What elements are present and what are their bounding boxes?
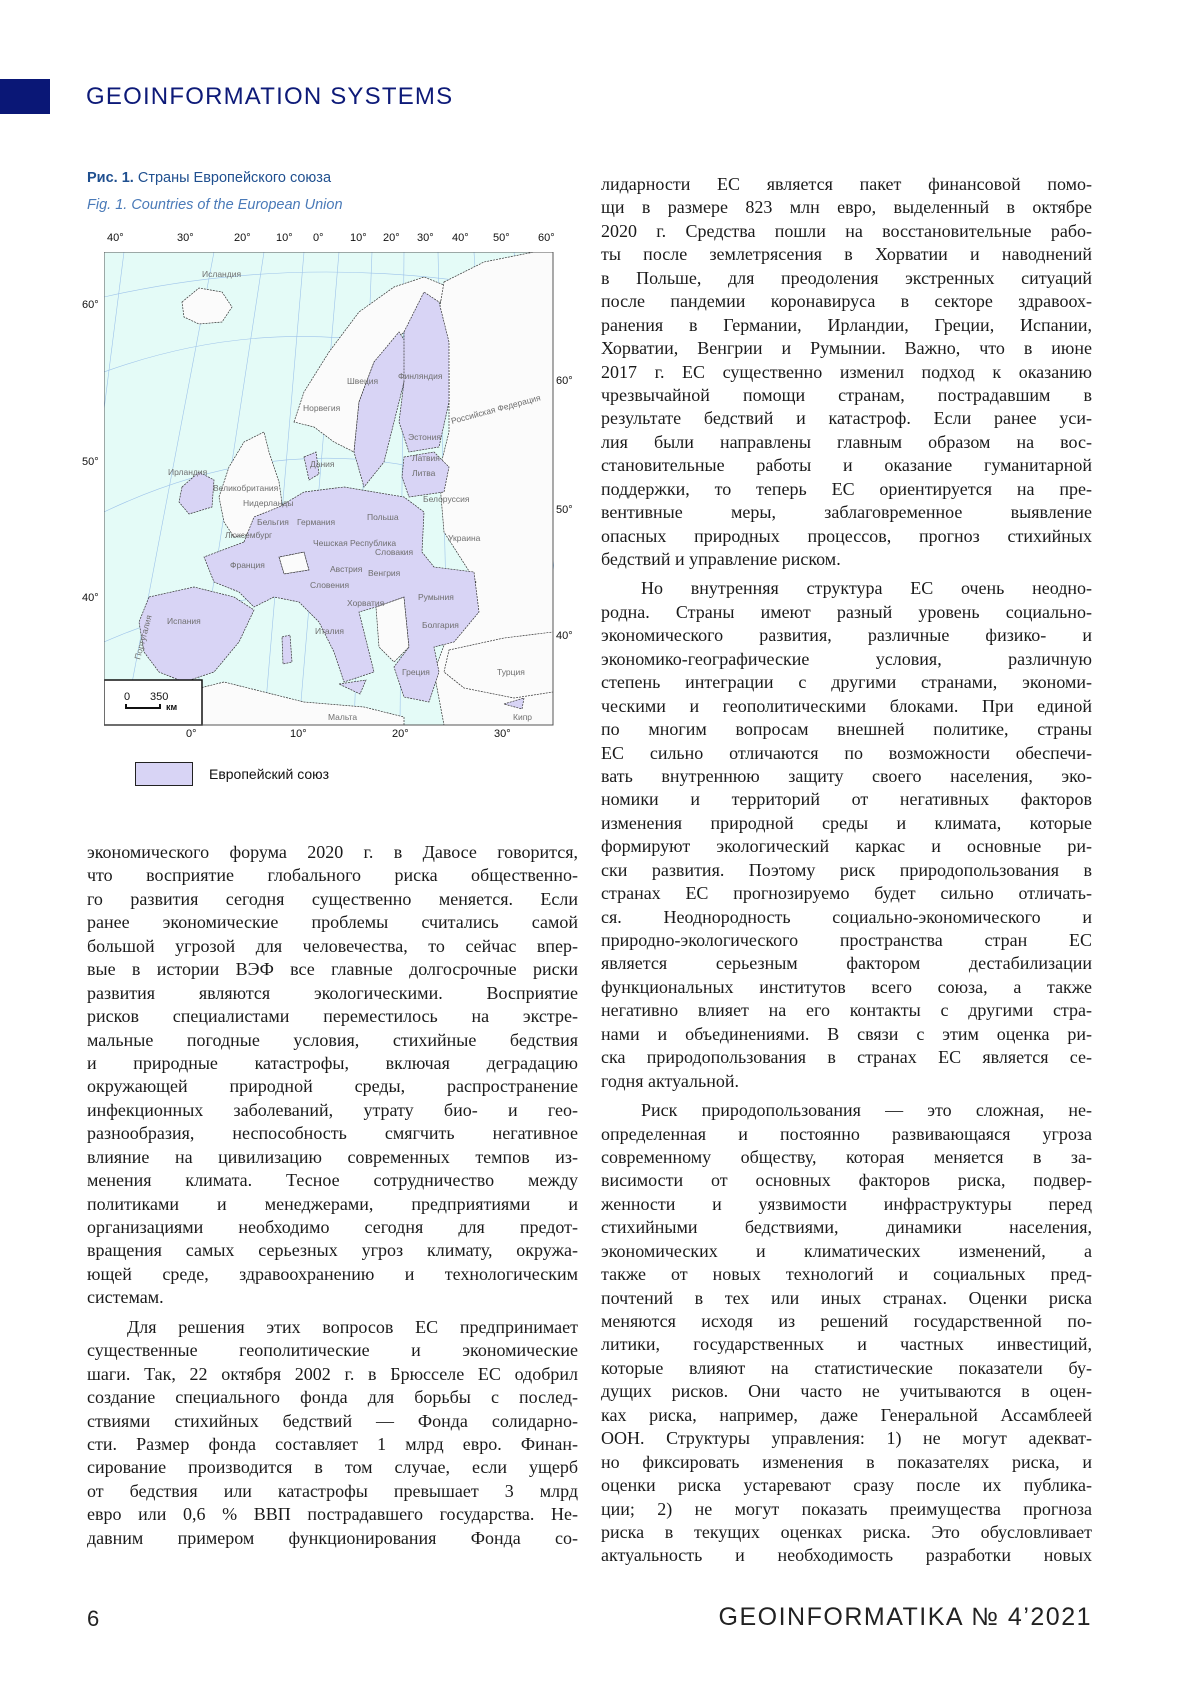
text-line: лидарности ЕС является пакет финансовой помо- bbox=[601, 174, 1092, 194]
text-line: изменения природной среды и климата, которые bbox=[601, 812, 1092, 833]
country-label: Бельгия bbox=[257, 517, 289, 527]
text-line: является серьезным фактором дестабилизации bbox=[601, 953, 1092, 974]
top-degree: 50° bbox=[493, 232, 510, 244]
country-label: Дания bbox=[310, 459, 335, 469]
text-line: поддержки, то теперь ЕС ориентируется на пре- bbox=[601, 478, 1092, 499]
country-label: Турция bbox=[497, 667, 525, 677]
text-line: ческими и геополитическими блоками. При единой bbox=[601, 695, 1092, 716]
text-line: го развития сегодня существенно меняется. Если bbox=[87, 888, 578, 909]
text-line: номики и территорий от негативных факторов bbox=[601, 789, 1092, 810]
top-degree: 30° bbox=[417, 232, 434, 244]
text-line: ции; 2) не могут показать преимущества прогноза bbox=[601, 1498, 1092, 1519]
country-label: Словения bbox=[310, 580, 350, 590]
text-line: влияние на цивилизацию современных темпов из- bbox=[87, 1146, 578, 1167]
right-degree: 40° bbox=[556, 630, 573, 642]
text-line: евро или 0,6 % ВВП пострадавшего государства. Не- bbox=[87, 1504, 578, 1525]
country-label: Исландия bbox=[202, 269, 242, 279]
text-line: меняются исходя из решений государственной по- bbox=[601, 1311, 1092, 1331]
text-line: создание специального фонда для борьбы с послед- bbox=[87, 1387, 578, 1408]
text-line: политиками и менеджерами, предприятиями и bbox=[87, 1193, 578, 1214]
country-label: Российская Федерация bbox=[449, 392, 542, 426]
text-line: ты после землетрясения в Хорватии и наводнений bbox=[601, 244, 1092, 265]
text-line: вращения самых серьезных угроз климату, окружа- bbox=[87, 1240, 578, 1261]
page-number: 6 bbox=[87, 1606, 100, 1631]
text-line: женности и уязвимости инфраструктуры перед bbox=[601, 1193, 1092, 1214]
top-degree: 10° bbox=[276, 232, 293, 244]
country-label: Люксембург bbox=[225, 530, 273, 540]
paragraph bbox=[87, 841, 578, 1310]
text-line: ствиями стихийных бедствий — Фонда солидарно- bbox=[87, 1410, 578, 1431]
text-line: степень интеграции с другими странами, экономи- bbox=[601, 672, 1092, 693]
text-line: определенная и постоянно развивающаяся угроза bbox=[601, 1123, 1092, 1144]
text-line: от бедствия или катастрофы превышает 3 млрд bbox=[87, 1480, 578, 1501]
text-line: системам. bbox=[87, 1287, 164, 1308]
text-line: разнообразия, неспособность смягчить негативное bbox=[87, 1123, 578, 1144]
text-line: ООН. Структуры управления: 1) не могут адекват- bbox=[601, 1428, 1092, 1449]
figure-caption-en: Fig. 1. Countries of the European Union bbox=[87, 197, 343, 213]
country-label: Чешская Республика bbox=[313, 538, 397, 548]
text-line: лия были направлены главным образом на вос- bbox=[601, 431, 1092, 452]
text-line: ранее экономические проблемы считались самой bbox=[87, 912, 578, 933]
text-line: годня актуальной. bbox=[601, 1070, 739, 1091]
paragraph bbox=[601, 173, 1092, 571]
figure-label: Рис. 1. bbox=[87, 170, 134, 186]
text-line: окружающей природной среды, распространение bbox=[87, 1076, 578, 1097]
paragraph bbox=[601, 577, 1092, 1093]
country-label: Румыния bbox=[418, 592, 454, 602]
text-line: сти. Размер фонда составляет 1 млрд евро. Финан- bbox=[87, 1433, 578, 1454]
header-accent-block bbox=[0, 79, 50, 114]
text-line: 2020 г. Средства пошли на восстановительные рабо- bbox=[601, 220, 1092, 241]
text-line: Для решения этих вопросов ЕС предпринимает bbox=[127, 1316, 578, 1337]
text-line: литики, государственных и частных инвестиций, bbox=[601, 1334, 1092, 1355]
country-label: Ирландия bbox=[168, 467, 208, 477]
text-line: ски развития. Поэтому риск природопользования в bbox=[601, 859, 1092, 880]
right-degree: 60° bbox=[556, 375, 573, 387]
text-line: дущих рисков. Они часто не учитываются в оцен- bbox=[601, 1381, 1092, 1402]
text-line: но фиксировать изменения в показателях риска, и bbox=[601, 1451, 1092, 1472]
left-degree: 60° bbox=[82, 299, 99, 311]
country-label: Мальта bbox=[328, 712, 358, 722]
paragraph bbox=[601, 1099, 1092, 1568]
text-line: экономического развития, различные физико- и bbox=[601, 625, 1092, 646]
eu-map-figure bbox=[80, 230, 580, 750]
text-line: результате бедствий и катастроф. Если ранее уси- bbox=[601, 408, 1092, 429]
journal-issue: GEOINFORMATIKA № 4’2021 bbox=[718, 1603, 1092, 1631]
text-line: риска в текущих оценках риска. Это обусловливает bbox=[601, 1521, 1092, 1542]
country-label: Норвегия bbox=[303, 403, 341, 413]
country-label: Германия bbox=[297, 517, 336, 527]
country-label: Италия bbox=[315, 626, 344, 636]
text-line: существенные геополитические и экономические bbox=[87, 1340, 578, 1361]
legend-swatch-eu bbox=[135, 762, 193, 786]
text-line: вать внутреннюю защиту своего населения, эко- bbox=[601, 765, 1092, 786]
bottom-degree: 30° bbox=[494, 728, 511, 740]
text-line: менения климата. Тесное сотрудничество между bbox=[87, 1170, 578, 1191]
bottom-degree: 10° bbox=[290, 728, 307, 740]
figure-caption-text: Страны Европейского союза bbox=[137, 170, 332, 186]
text-line: сирование производится в том случае, если ущерб bbox=[87, 1457, 578, 1478]
bottom-degree: 20° bbox=[392, 728, 409, 740]
text-line: висимости от основных факторов риска, подвер- bbox=[601, 1170, 1092, 1191]
top-degree: 40° bbox=[107, 232, 124, 244]
text-line: также от новых технологий и социальных пред- bbox=[601, 1264, 1092, 1285]
country-label: Франция bbox=[230, 560, 265, 570]
text-line: экономико-географические условия, различную bbox=[601, 648, 1092, 669]
top-degree: 20° bbox=[234, 232, 251, 244]
text-line: рисков специалистами переместилось на экстре- bbox=[87, 1006, 578, 1027]
top-degree: 20° bbox=[383, 232, 400, 244]
text-line: странах ЕС прогнозируемо будет сильно отличать- bbox=[601, 883, 1092, 904]
text-line: мальные погодные условия, стихийные бедствия bbox=[87, 1029, 578, 1050]
bottom-degree: 0° bbox=[186, 728, 197, 740]
text-line: современному обществу, которая меняется в за- bbox=[601, 1146, 1092, 1167]
text-line: Хорватии, Венгрии и Румынии. Важно, что в июне bbox=[601, 338, 1092, 359]
top-degree: 0° bbox=[313, 232, 324, 244]
text-line: большой угрозой для человечества, то сейчас впер- bbox=[87, 935, 578, 956]
text-line: ранения в Германии, Ирландии, Греции, Испании, bbox=[601, 314, 1092, 335]
text-line: родна. Страны имеют разный уровень социально- bbox=[601, 601, 1092, 622]
country-label: Кипр bbox=[513, 712, 533, 722]
country-label: Австрия bbox=[330, 564, 363, 574]
left-degree: 40° bbox=[82, 592, 99, 604]
text-line: в Польше, для преодоления экстренных ситуаций bbox=[601, 267, 1092, 288]
paragraph bbox=[87, 1316, 578, 1550]
text-line: чрезвычайной помощи странам, пострадавшим в bbox=[601, 384, 1092, 405]
text-line: что восприятие глобального риска общественно- bbox=[87, 865, 578, 886]
text-line: ЕС сильно отличаются по возможности обеспечи- bbox=[601, 742, 1092, 763]
text-line: развития являются экологическими. Восприятие bbox=[87, 982, 578, 1003]
text-line: ся. Неоднородность социально-экономического и bbox=[601, 906, 1092, 927]
text-line: инфекционных заболеваний, утрату био- и гео- bbox=[87, 1099, 578, 1120]
country-label: Швеция bbox=[347, 376, 379, 386]
text-line: вые в истории ВЭФ все главные долгосрочные риски bbox=[87, 959, 578, 980]
country-label: Латвия bbox=[412, 453, 440, 463]
text-line: природно-экологического пространства стран ЕС bbox=[601, 930, 1092, 950]
text-line: щи в размере 823 млн евро, выделенный в октябре bbox=[601, 197, 1092, 218]
country-label: Венгрия bbox=[368, 568, 401, 578]
country-label: Белоруссия bbox=[423, 494, 470, 504]
country-label: Великобритания bbox=[213, 483, 279, 493]
text-line: шаги. Так, 22 октября 2002 г. в Брюсселе ЕС одобрил bbox=[87, 1363, 578, 1384]
country-label: Испания bbox=[167, 616, 201, 626]
section-title: GEOINFORMATION SYSTEMS bbox=[86, 83, 454, 110]
country-label: Польша bbox=[367, 512, 399, 522]
text-line: давним примером функционирования Фонда со- bbox=[87, 1527, 578, 1548]
text-line: негативно влияет на его контакты с другими стра- bbox=[601, 1000, 1092, 1021]
top-degree: 10° bbox=[350, 232, 367, 244]
scale-zero: 0 bbox=[124, 691, 131, 703]
text-line: становительные работы и оказание гуманитарной bbox=[601, 455, 1092, 476]
text-line: по многим вопросам внешней политике, страны bbox=[601, 719, 1092, 740]
text-line: 2017 г. ЕС существенно изменил подход к оказанию bbox=[601, 361, 1092, 382]
text-line: организациями необходимо сегодня для предот- bbox=[87, 1217, 578, 1237]
text-line: опасных природных процессов, прогноз стихийных bbox=[601, 525, 1092, 546]
country-label: Литва bbox=[412, 468, 436, 478]
text-line: после пандемии коронавируса в секторе здравоох- bbox=[601, 291, 1092, 312]
text-line: ющей среде, здравоохранению и технологическим bbox=[87, 1263, 578, 1284]
text-line: и природные катастрофы, включая деградацию bbox=[87, 1052, 578, 1073]
text-line: стихийными бедствиями, динамики населения, bbox=[601, 1217, 1092, 1238]
text-line: актуальность и необходимость разработки новых bbox=[601, 1545, 1092, 1566]
legend-label-eu: Европейский союз bbox=[209, 766, 330, 782]
right-degree: 50° bbox=[556, 504, 573, 516]
right-text-column bbox=[601, 173, 1092, 1574]
left-text-column bbox=[87, 841, 578, 1556]
text-line: экономического форума 2020 г. в Давосе говорится, bbox=[87, 842, 578, 862]
text-line: формируют экологический каркас и основные ри- bbox=[601, 836, 1092, 857]
scale-value: 350 bbox=[150, 691, 169, 703]
top-degree: 40° bbox=[452, 232, 469, 244]
top-degree: 60° bbox=[538, 232, 555, 244]
text-line: нами и объединениями. В связи с этим оценка ри- bbox=[601, 1023, 1092, 1044]
country-label: Нидерланды bbox=[243, 498, 294, 508]
text-line: экономических и климатических изменений, а bbox=[601, 1240, 1092, 1261]
text-line: почтений в тех или иных странах. Оценки риска bbox=[601, 1287, 1092, 1308]
country-label: Португалия bbox=[132, 613, 154, 661]
left-degree: 50° bbox=[82, 456, 99, 468]
text-line: вентивные меры, заблаговременное выявление bbox=[601, 502, 1092, 523]
map-canvas bbox=[104, 252, 554, 726]
top-degree: 30° bbox=[177, 232, 194, 244]
text-line: Риск природопользования — это сложная, не- bbox=[641, 1100, 1092, 1121]
country-label: Финляндия bbox=[398, 371, 443, 381]
text-line: ках риска, например, даже Генеральной Ассамблеей bbox=[601, 1404, 1092, 1425]
country-label: Болгария bbox=[422, 620, 459, 630]
text-line: оценки риска устаревают сразу после их публика- bbox=[601, 1475, 1092, 1496]
country-label: Греция bbox=[402, 667, 430, 677]
text-line: Но внутренняя структура ЕС очень неодно- bbox=[641, 578, 1092, 599]
country-label: Хорватия bbox=[347, 598, 385, 608]
country-label: Украина bbox=[448, 533, 481, 543]
scale-unit: км bbox=[166, 702, 178, 712]
scale-bar bbox=[104, 680, 202, 725]
country-label: Словакия bbox=[375, 547, 414, 557]
text-line: ска природопользования в странах ЕС является се- bbox=[601, 1047, 1092, 1068]
country-label: Эстония bbox=[408, 432, 441, 442]
figure-caption-ru bbox=[87, 170, 331, 186]
text-line: функциональных институтов всего союза, а также bbox=[601, 976, 1092, 997]
text-line: которые влияют на статистические показатели бу- bbox=[601, 1357, 1092, 1378]
text-line: бедствий и управление риском. bbox=[601, 549, 841, 569]
